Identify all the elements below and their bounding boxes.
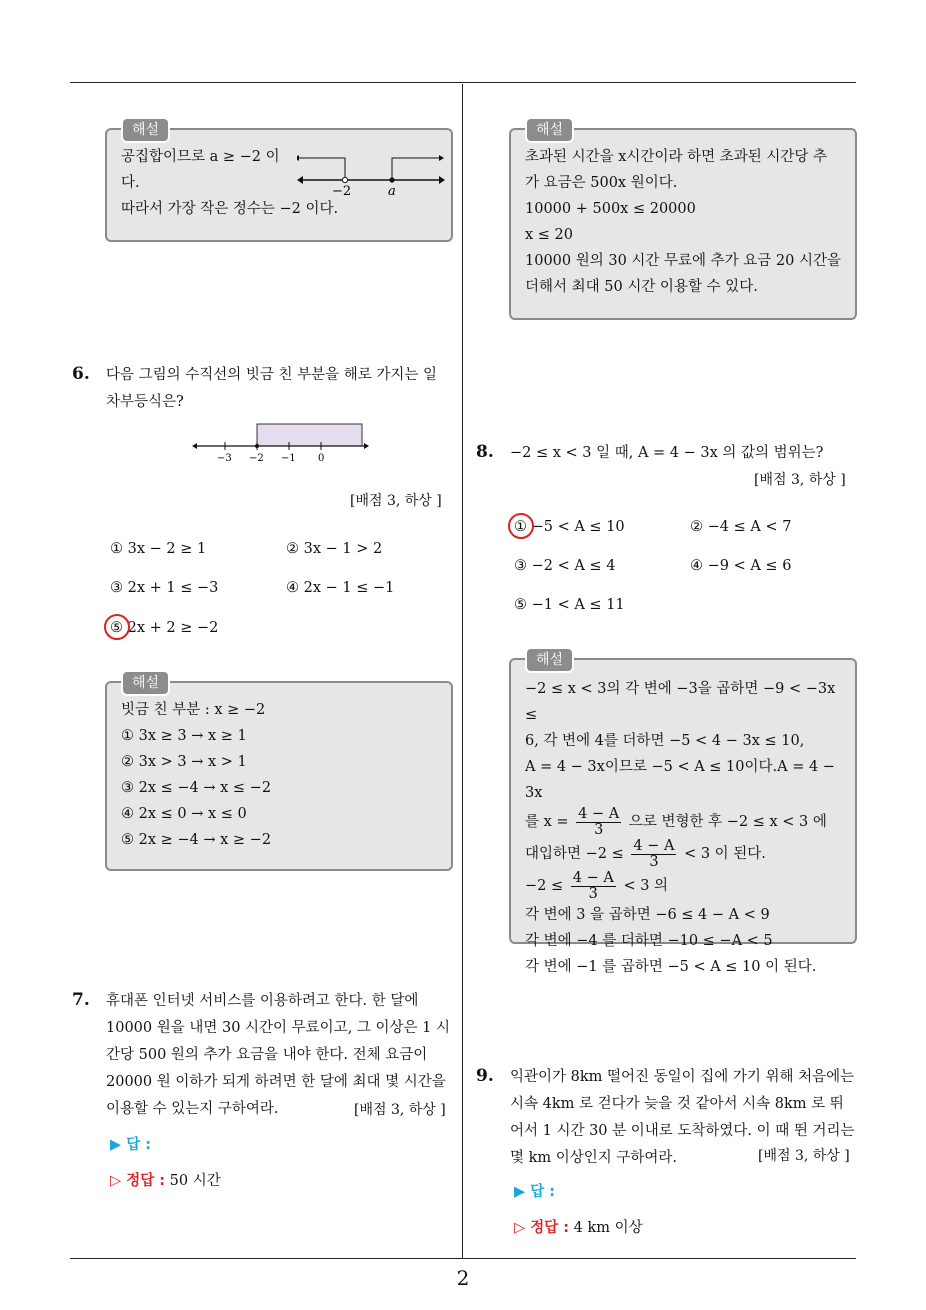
explanation-line: 더해서 최대 50 시간 이용할 수 있다. [525, 279, 758, 295]
explanation-line: 6, 각 변에 4를 더하면 −5 < 4 − 3x ≤ 10, [525, 733, 805, 749]
explanation-line: ③ 2x ≤ −4 → x ≤ −2 [121, 780, 272, 796]
explanation-tag: 해설 [525, 647, 574, 673]
tick-label: 0 [318, 453, 325, 464]
option-3[interactable]: ③ −2 < A ≤ 4 [514, 558, 616, 574]
explanation-line: 각 변에 3 을 곱하면 −6 ≤ 4 − A < 9 [525, 907, 770, 923]
question-line: 어서 1 시간 30 분 이내로 도착하였다. 이 때 뛴 거리는 [510, 1123, 855, 1139]
number-line-figure-q6 [192, 418, 372, 464]
explanation-text: 으로 변형한 후 −2 ≤ x < 3 에 [628, 814, 827, 830]
fraction-denominator: 3 [588, 885, 598, 902]
explanation-text: −2 ≤ [525, 878, 564, 894]
option-5[interactable]: ⑤ −1 < A ≤ 11 [514, 597, 625, 613]
correct-answer-label: ▷ 정답 : [514, 1220, 570, 1236]
score-meta: [배점 3, 하상 ] [354, 1102, 446, 1118]
number-line-figure-q5 [297, 148, 447, 198]
explanation-line [525, 806, 841, 838]
score-meta: [배점 3, 하상 ] [350, 493, 442, 509]
explanation-line: 초과된 시간을 x시간이라 하면 초과된 시간당 추 [525, 149, 827, 165]
explanation-text: 를 x = [525, 814, 569, 830]
fraction-denominator: 3 [649, 853, 659, 870]
explanation-line: ② 3x > 3 → x > 1 [121, 754, 247, 770]
explanation-line: 빗금 친 부분 : x ≥ −2 [121, 702, 266, 718]
fraction-numerator: 4 − A [633, 837, 675, 854]
explanation-text: < 3 이 된다. [684, 846, 766, 862]
correct-answer-value: 4 km 이상 [573, 1220, 643, 1236]
option-3[interactable]: ③ 2x + 1 ≤ −3 [110, 580, 219, 596]
number-line-label: −2 [332, 184, 352, 198]
selected-answer-mark [104, 614, 130, 640]
question-line: 익관이가 8km 떨어진 동일이 집에 가기 위해 처음에는 [510, 1069, 855, 1085]
correct-answer [110, 1169, 221, 1190]
explanation-line: 10000 원의 30 시간 무료에 추가 요금 20 시간을 [525, 253, 841, 269]
fraction [576, 807, 621, 838]
fraction-numerator: 4 − A [578, 805, 620, 822]
score-meta: [배점 3, 하상 ] [758, 1148, 850, 1164]
correct-answer-label: ▷ 정답 : [110, 1173, 166, 1189]
explanation-text: < 3 의 [623, 878, 669, 894]
number-line-label: a [388, 184, 396, 198]
fraction [571, 871, 616, 902]
question-line: 이용할 수 있는지 구하여라. [106, 1101, 279, 1117]
tick-label: −3 [217, 453, 232, 464]
explanation-box-q5 [105, 122, 453, 242]
explanation-text: 대입하면 −2 ≤ [525, 846, 624, 862]
fraction-denominator: 3 [594, 821, 604, 838]
option-2[interactable]: ② 3x − 1 > 2 [286, 541, 383, 557]
question-line: 간당 500 원의 추가 요금을 내야 한다. 전체 요금이 [106, 1047, 428, 1063]
page-number: 2 [456, 1266, 470, 1290]
option-1[interactable]: ① 3x − 2 ≥ 1 [110, 541, 207, 557]
explanation-line: 다. [121, 175, 140, 191]
bottom-rule [70, 1258, 856, 1259]
explanation-line: ⑤ 2x ≥ −4 → x ≥ −2 [121, 832, 272, 848]
question-text-q6 [106, 362, 456, 416]
explanation-line: 각 변에 −4 를 더하면 −10 ≤ −A < 5 [525, 933, 773, 949]
answer-prompt[interactable]: ▶ 답 : [514, 1184, 556, 1200]
explanation-line: ① 3x ≥ 3 → x ≥ 1 [121, 728, 247, 744]
tick-label: −2 [249, 453, 264, 464]
question-text-q8: −2 ≤ x < 3 일 때, A = 4 − 3x 의 값의 범위는? [510, 445, 824, 461]
question-line: 시속 4km 로 걷다가 늦을 것 같아서 시속 8km 로 뛰 [510, 1096, 844, 1112]
score-meta: [배점 3, 하상 ] [754, 472, 846, 488]
question-line: 차부등식은? [106, 394, 184, 410]
explanation-box-q7 [509, 122, 857, 320]
question-number: 6. [72, 364, 90, 384]
question-line: 20000 원 이하가 되게 하려면 한 달에 최대 몇 시간을 [106, 1074, 446, 1090]
explanation-line: −2 ≤ x < 3의 각 변에 −3을 곱하면 −9 < −3x ≤ [525, 681, 836, 723]
question-line: 휴대폰 인터넷 서비스를 이용하려고 한다. 한 달에 [106, 993, 419, 1009]
explanation-tag: 해설 [525, 117, 574, 143]
option-1[interactable]: ① −5 < A ≤ 10 [514, 519, 625, 535]
question-line: 다음 그림의 수직선의 빗금 친 부분을 해로 가지는 일 [106, 367, 438, 383]
option-4[interactable]: ④ 2x − 1 ≤ −1 [286, 580, 395, 596]
option-5[interactable]: ⑤ 2x + 2 ≥ −2 [110, 620, 219, 636]
question-line: 몇 km 이상인지 구하여라. [510, 1150, 678, 1166]
tick-label: −1 [281, 453, 296, 464]
fraction [631, 839, 676, 870]
explanation-tag: 해설 [121, 117, 170, 143]
correct-answer-value: 50 시간 [169, 1173, 221, 1189]
question-number: 8. [476, 442, 494, 462]
fraction-numerator: 4 − A [572, 869, 614, 886]
explanation-tag: 해설 [121, 670, 170, 696]
question-number: 9. [476, 1066, 494, 1086]
explanation-line: 공집합이므로 a ≥ −2 이 [121, 149, 280, 165]
question-number: 7. [72, 990, 90, 1010]
explanation-line: 가 요금은 500x 원이다. [525, 175, 678, 191]
option-4[interactable]: ④ −9 < A ≤ 6 [690, 558, 792, 574]
explanation-line: 따라서 가장 작은 정수는 −2 이다. [121, 201, 339, 217]
correct-answer [514, 1216, 643, 1237]
explanation-line: x ≤ 20 [525, 227, 573, 243]
answer-prompt[interactable]: ▶ 답 : [110, 1137, 152, 1153]
explanation-box-q6 [105, 675, 453, 871]
column-divider [462, 84, 463, 1259]
question-line: 10000 원을 내면 30 시간이 무료이고, 그 이상은 1 시 [106, 1020, 451, 1036]
selected-answer-mark [508, 513, 534, 539]
explanation-box-q8 [509, 652, 857, 975]
option-2[interactable]: ② −4 ≤ A < 7 [690, 519, 792, 535]
explanation-line: ④ 2x ≤ 0 → x ≤ 0 [121, 806, 247, 822]
explanation-line [525, 870, 841, 902]
explanation-line: A = 4 − 3x이므로 −5 < A ≤ 10이다.A = 4 − 3x [525, 759, 835, 801]
explanation-line: 각 변에 −1 를 곱하면 −5 < A ≤ 10 이 된다. [525, 959, 817, 975]
explanation-line [525, 838, 841, 870]
top-rule [70, 82, 856, 83]
explanation-line: 10000 + 500x ≤ 20000 [525, 201, 696, 217]
